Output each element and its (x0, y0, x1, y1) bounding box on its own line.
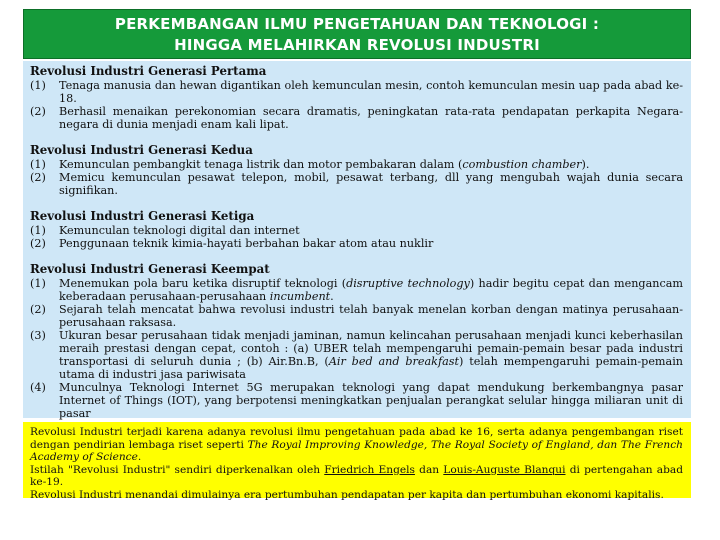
footnote-box (23, 422, 691, 501)
item-text (59, 277, 683, 303)
main-content-box (23, 61, 691, 418)
list-item (30, 171, 683, 197)
item-text: Tenaga manusia dan hewan digantikan oleh kemunculan mesin, contoh kemunculan mesin uap pada abad ke-18. (59, 79, 683, 105)
item-number: (2) (30, 105, 46, 118)
item-text (59, 158, 683, 171)
list-item (30, 79, 683, 105)
item-number: (1) (30, 224, 46, 237)
item-text-post: ). (581, 158, 590, 171)
section-generasi-keempat (30, 263, 683, 420)
item-text: Kemunculan teknologi digital dan internet (59, 224, 300, 237)
footnote-text: di pertengahan abad ke-19. (30, 463, 684, 488)
item-text (59, 329, 683, 381)
item-number: (1) (30, 79, 46, 92)
item-text: Memicu kemunculan pesawat telepon, mobil, pesawat terbang, dll yang mengubah wajah dunia secara signifikan. (59, 171, 683, 197)
link-louis-auguste-blanqui[interactable]: Louis-Auguste Blanqui (443, 463, 566, 476)
section-heading: Revolusi Industri Generasi Keempat (30, 262, 270, 276)
footnote-text: . (137, 451, 142, 463)
footnote-paragraph-2 (30, 464, 683, 489)
item-text: Munculnya Teknologi Internet 5G merupakan teknologi yang dapat mendukung berkembangnya pasar Internet of Things (IOT), yang berpotensi meningkatkan penjualan perangkat selular hingga miliaran unit di pasar (59, 381, 683, 420)
footnote-text: dan (414, 463, 444, 476)
item-text-post: . (330, 290, 334, 303)
list-item (30, 381, 683, 420)
item-number: (1) (30, 277, 46, 290)
title-line-2: HINGGA MELAHIRKAN REVOLUSI INDUSTRI (174, 36, 540, 54)
item-text-pre: Menemukan pola baru ketika disruptif teknologi ( (59, 277, 347, 290)
item-number: (3) (30, 329, 46, 342)
section-generasi-pertama (30, 65, 683, 131)
item-number: (2) (30, 303, 46, 316)
footnote-paragraph-1 (30, 426, 683, 464)
list-item (30, 158, 683, 171)
item-text-mid: ) hadir begitu cepat dan mengancam keberadaan perusahaan-perusahaan (59, 277, 683, 303)
section-heading: Revolusi Industri Generasi Kedua (30, 143, 253, 157)
footnote-paragraph-3: Revolusi Industri menandai dimulainya era pertumbuhan pendapatan per kapita dan pertumbuhan ekonomi kapitalis. (30, 488, 664, 501)
section-heading: Revolusi Industri Generasi Ketiga (30, 209, 255, 223)
link-friedrich-engels[interactable]: Friedrich Engels (324, 463, 415, 476)
item-text: Sejarah telah mencatat bahwa revolusi industri telah banyak menelan korban dengan matinya perusahaan-perusahaan raksasa. (59, 303, 683, 329)
footnote-emphasis: The Royal Improving Knowledge, The Royal Society of England, dan The French Academy of Science (30, 438, 683, 463)
section-generasi-ketiga (30, 210, 683, 250)
footnote-text: Istilah "Revolusi Industri" sendiri diperkenalkan oleh (30, 463, 325, 476)
title-line-1: PERKEMBANGAN ILMU PENGETAHUAN DAN TEKNOLOGI : (114, 15, 600, 33)
item-text-emphasis: combustion chamber (462, 158, 582, 171)
item-text-pre: Kemunculan pembangkit tenaga listrik dan motor pembakaran dalam ( (59, 158, 463, 171)
slide-title (23, 9, 691, 59)
list-item (30, 105, 683, 131)
item-text-emphasis-2: incumbent (269, 290, 331, 303)
list-item (30, 224, 683, 237)
list-item (30, 277, 683, 303)
list-item (30, 329, 683, 381)
item-number: (1) (30, 158, 46, 171)
item-text-emphasis: disruptive technology (346, 277, 470, 290)
item-text-emphasis: Air bed and breakfast (328, 355, 460, 368)
footnote-text: Revolusi Industri terjadi karena adanya revolusi ilmu pengetahuan pada abad ke 16, serta adanya pengembangan riset dengan pendirian lembaga riset seperti (30, 426, 683, 451)
item-text: Berhasil menaikan perekonomian secara dramatis, peningkatan rata-rata pendapatan perkapita Negara-negara di dunia menjadi enam kali lipat. (59, 105, 683, 131)
item-number: (2) (30, 237, 46, 250)
item-number: (4) (30, 381, 46, 394)
list-item (30, 303, 683, 329)
item-text: Penggunaan teknik kimia-hayati berbahan bakar atom atau nuklir (59, 237, 434, 250)
item-text-post: ) telah mempengaruhi pemain-pemain utama di industri jasa pariwisata (59, 355, 683, 381)
item-number: (2) (30, 171, 46, 184)
item-text-pre: Ukuran besar perusahaan tidak menjadi jaminan, namun kelincahan perusahaan menjadi kunci keberhasilan meraih prestasi dengan cepat, contoh : (a) UBER telah mempengaruhi pemain-pemain besar pada industri transportasi di seluruh dunia ; (b) Air.Bn.B, ( (59, 329, 683, 368)
section-generasi-kedua (30, 144, 683, 197)
section-heading: Revolusi Industri Generasi Pertama (30, 64, 267, 78)
list-item (30, 237, 683, 250)
